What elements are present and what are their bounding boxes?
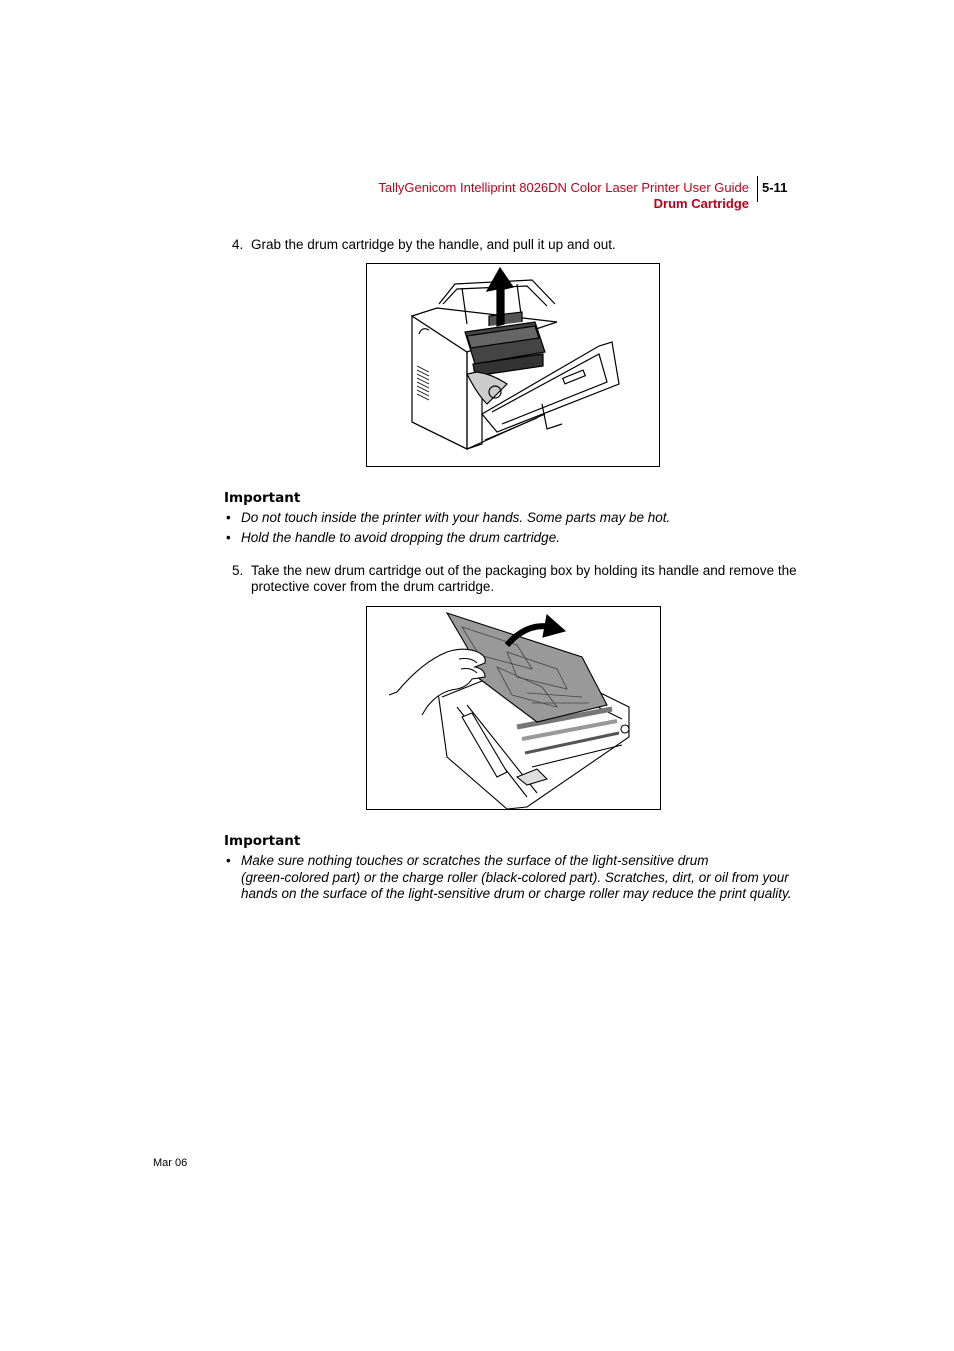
bullet-text: hands on the surface of the light-sensitive drum or charge roller may reduce the print quality. [241,886,792,901]
step-4 [232,237,832,255]
section-title: Drum Cartridge [653,196,749,211]
step-text: Grab the drum cartridge by the handle, and pull it up and out. [251,237,616,252]
bullet-text: (green-colored part) or the charge roller (black-colored part). Scratches, dirt, or oil from your [241,869,789,885]
bullet-text: Do not touch inside the printer with your hands. Some parts may be hot. [241,510,671,525]
step-number: 4. [232,237,244,252]
bullet-glyph: • [226,510,231,525]
bullet-text: Make sure nothing touches or scratches the surface of the light-sensitive drum [241,853,709,868]
important-bullet [226,510,826,528]
important-bullet [226,853,826,905]
figure-remove-drum-cartridge [366,263,660,467]
step-5 [232,563,832,597]
guide-title: TallyGenicom Intelliprint 8026DN Color Laser Printer User Guide [378,180,749,195]
important-bullet [226,530,826,548]
step-text: protective cover from the drum cartridge. [251,579,495,594]
bullet-glyph: • [226,853,231,868]
printer-illustration [367,264,659,466]
important-heading: Important [224,833,301,849]
bullet-text: Hold the handle to avoid dropping the drum cartridge. [241,530,560,545]
step-number: 5. [232,563,244,578]
figure-remove-protective-cover [366,606,661,810]
header-divider [757,176,758,202]
important-heading: Important [224,490,301,506]
drum-cartridge-illustration [367,607,660,809]
step-text: Take the new drum cartridge out of the packaging box by holding its handle and remove the [251,563,797,578]
footer-date: Mar 06 [153,1157,188,1169]
bullet-glyph: • [226,530,231,545]
page-number: 5-11 [762,180,788,195]
